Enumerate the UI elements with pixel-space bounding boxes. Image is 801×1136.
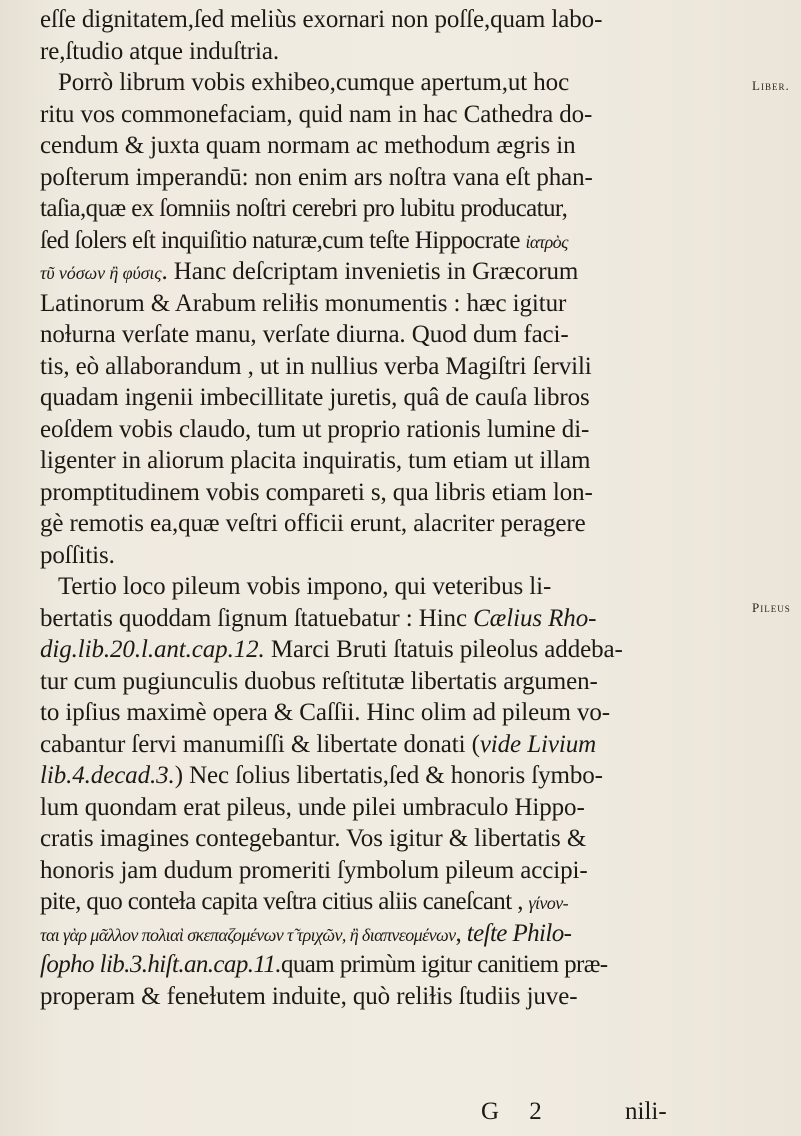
line-text: ſed ſolers eſt inquiſitio naturæ,cum teſte Hippocrate xyxy=(40,226,526,254)
text-line xyxy=(40,571,760,603)
text-line xyxy=(40,634,760,666)
text-line xyxy=(40,288,760,320)
line-text: ) Nec ſolius libertatis,ſed & honoris ſymbo- xyxy=(174,762,603,789)
text-line xyxy=(40,540,760,572)
line-text: lum quondam erat pileus, unde pilei umbraculo Hippo- xyxy=(40,793,585,821)
text-line xyxy=(40,603,760,635)
text-line xyxy=(40,351,760,383)
text-line xyxy=(40,99,760,131)
italic-citation: lib.4.decad.3. xyxy=(40,762,175,789)
greek-text: γίνον- xyxy=(528,893,568,913)
line-text: properam & feneɫutem induite, quò reliɫis ſtudiis juve- xyxy=(40,982,578,1010)
line-text: poſſitis. xyxy=(40,541,115,569)
text-line xyxy=(40,823,760,855)
text-line xyxy=(40,729,760,761)
text-line xyxy=(40,445,760,477)
text-line xyxy=(40,130,760,162)
text-line xyxy=(40,508,760,540)
italic-citation: vide Livium xyxy=(479,730,597,758)
line-text: to ipſius maximè opera & Caſſii. Hinc olim ad pileum vo- xyxy=(40,699,610,726)
margin-note-pileus: Pileus xyxy=(752,600,791,615)
line-text: ritu vos commonefaciam, quid nam in hac Cathedra do- xyxy=(40,100,593,128)
catchword: nili- xyxy=(625,1098,667,1125)
line-text: pite, quo conteɫa capita veſtra citius aliis caneſcant , xyxy=(40,888,529,915)
line-text: cratis imagines contegebantur. Vos igitur & libertatis & xyxy=(40,825,587,852)
greek-text: ται γὰρ μᾶλλον πολιαὶ σκεπαζομένων τ̃ τριχῶν, ἢ διαπνεομένων xyxy=(40,924,456,945)
signature-mark: G 2 xyxy=(481,1098,554,1125)
line-text: ligenter in aliorum placita inquiratis, tum etiam ut illam xyxy=(40,447,591,474)
italic-citation: ſopho lib.3.hiſt.an.cap.11. xyxy=(40,951,281,978)
text-line xyxy=(40,949,760,981)
line-text: Tertio loco pileum vobis impono, qui veteribus li- xyxy=(58,573,552,600)
text-line xyxy=(40,193,760,225)
text-line xyxy=(40,162,760,194)
italic-citation: teſte Philo- xyxy=(466,919,572,947)
text-line xyxy=(40,225,760,257)
line-text: cendum & juxta quam normam ac methodum ægris in xyxy=(40,132,576,159)
line-text: re,ſtudio atque induſtria. xyxy=(40,37,280,65)
text-line xyxy=(40,319,760,351)
line-text: promptitudinem vobis compareti s, qua libris etiam lon- xyxy=(40,478,593,506)
line-text: eſſe dignitatem,ſed meliùs exornari non poſſe,quam labo- xyxy=(40,6,603,33)
italic-citation: Cælius Rho- xyxy=(473,604,597,632)
line-text: , xyxy=(455,919,467,947)
text-line xyxy=(40,697,760,729)
line-text: noɫurna verſate manu, verſate diurna. Quod dum faci- xyxy=(40,321,569,348)
line-text: poſterum imperandū: non enim ars noſtra vana eſt phan- xyxy=(40,163,593,191)
line-text: bertatis quoddam ſignum ſtatuebatur : Hinc xyxy=(40,604,474,632)
text-line xyxy=(40,760,760,792)
line-text: Porrò librum vobis exhibeo,cumque apertum,ut hoc xyxy=(58,69,570,96)
text-line xyxy=(40,886,760,918)
line-text: eoſdem vobis claudo, tum ut proprio rationis lumine di- xyxy=(40,415,590,443)
line-text: quadam ingenii imbecillitate juretis, quâ de cauſa libros xyxy=(40,384,590,411)
line-text: taſia,quæ ex ſomniis noſtri cerebri pro lubitu producatur, xyxy=(40,195,568,222)
text-line xyxy=(40,67,760,99)
body-text xyxy=(40,4,760,1012)
text-line xyxy=(40,36,760,68)
line-text: cabantur ſervi manumiſſi & libertate donati ( xyxy=(40,730,480,758)
greek-text: ἰατρὸς xyxy=(525,231,568,252)
page-footer xyxy=(0,1098,801,1130)
text-line xyxy=(40,981,760,1013)
margin-note-liber: Liber. xyxy=(752,78,790,93)
text-line xyxy=(40,382,760,414)
text-line xyxy=(40,918,760,950)
line-text: Latinorum & Arabum reliɫis monumentis : hæc igitur xyxy=(40,289,567,317)
line-text: gè remotis ea,quæ veſtri officii erunt, alacriter peragere xyxy=(40,510,586,537)
greek-text: τῦ νόσων ἢ φύσις xyxy=(40,263,162,283)
text-line xyxy=(40,414,760,446)
text-line xyxy=(40,4,760,36)
text-line xyxy=(40,855,760,887)
italic-citation: dig.lib.20.l.ant.cap.12. xyxy=(40,636,265,663)
text-line xyxy=(40,477,760,509)
text-line xyxy=(40,666,760,698)
line-text: tur cum pugiunculis duobus reſtitutæ libertatis argumen- xyxy=(40,667,598,695)
text-line xyxy=(40,256,760,288)
line-text: honoris jam dudum promeriti ſymbolum pileum accipi- xyxy=(40,856,588,884)
text-line xyxy=(40,792,760,824)
line-text: . Hanc deſcriptam invenietis in Græcorum xyxy=(161,258,579,285)
line-text: tis, eò allaborandum , ut in nullius verba Magiſtri ſervili xyxy=(40,352,592,380)
line-text: quam primùm igitur canitiem præ- xyxy=(280,951,608,978)
line-text: Marci Bruti ſtatuis pileolus addeba- xyxy=(264,636,623,663)
